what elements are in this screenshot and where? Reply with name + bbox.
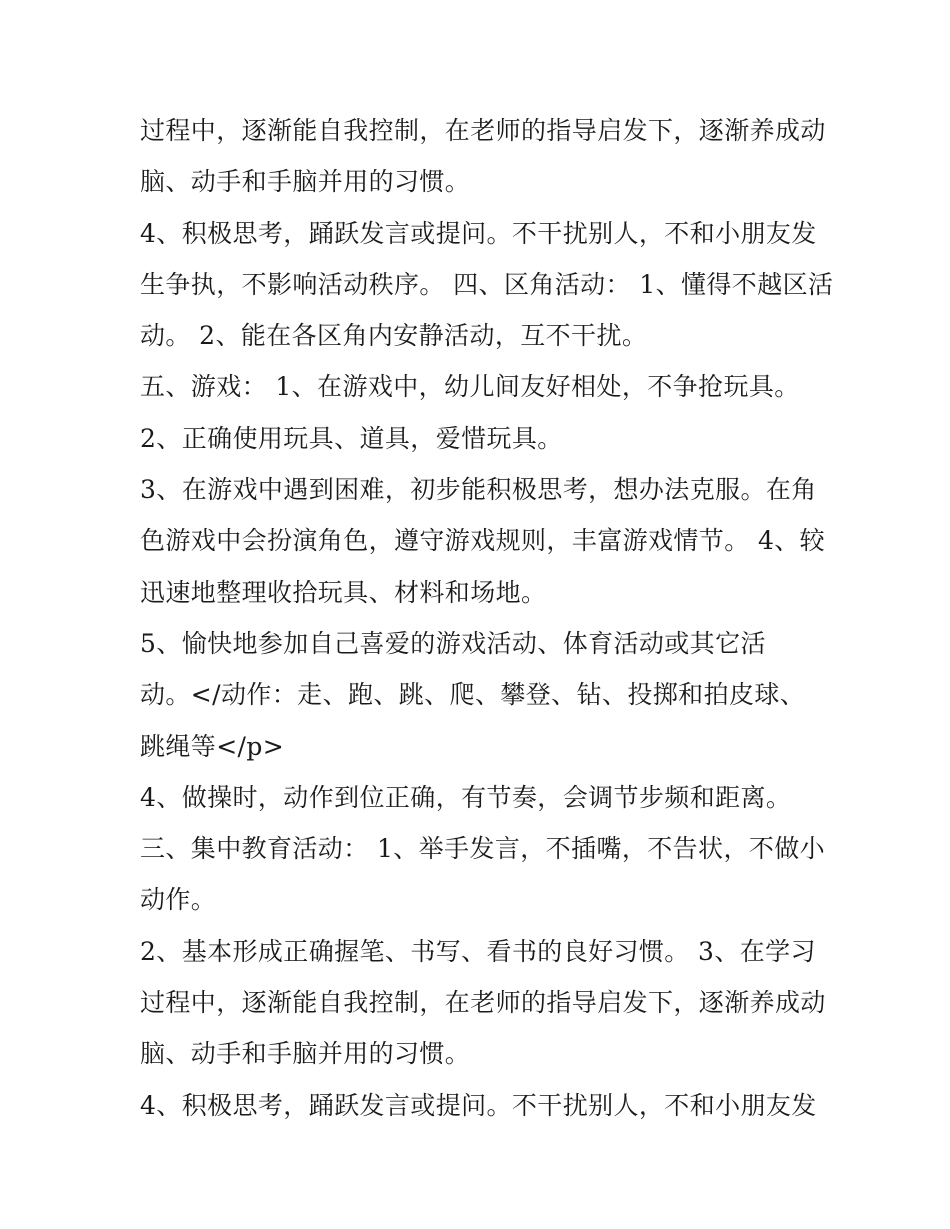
text-line: 脑、动手和手脑并用的习惯。 bbox=[140, 1039, 471, 1069]
text-line: 三、集中教育活动： 1、举手发言，不插嘴，不告状，不做小 bbox=[140, 834, 826, 864]
text-line: 过程中，逐渐能自我控制，在老师的指导启发下，逐渐养成动 bbox=[140, 116, 826, 145]
text-line: 2、基本形成正确握笔、书写、看书的良好习惯。 3、在学习 bbox=[140, 936, 816, 966]
text-line: 3、在游戏中遇到困难，初步能积极思考，想办法克服。在角 bbox=[140, 475, 817, 505]
text-line: 生争执，不影响活动秩序。 四、区角活动： 1、懂得不越区活 bbox=[140, 269, 834, 299]
text-line: 动。</动作：走、跑、跳、爬、攀登、钻、投掷和拍皮球、 bbox=[140, 680, 806, 710]
text-line: 脑、动手和手脑并用的习惯。 bbox=[140, 167, 471, 197]
text-line: 4、积极思考，踊跃发言或提问。不干扰别人，不和小朋友发 bbox=[140, 218, 817, 248]
text-line: 色游戏中会扮演角色，遵守游戏规则，丰富游戏情节。 4、较 bbox=[140, 526, 826, 556]
text-line: 跳绳等</p> bbox=[140, 731, 285, 761]
text-line: 2、正确使用玩具、道具，爱惜玩具。 bbox=[140, 423, 563, 453]
text-line: 动。 2、能在各区角内安静活动，互不干扰。 bbox=[140, 321, 648, 351]
text-line: 4、积极思考，踊跃发言或提问。不干扰别人，不和小朋友发 bbox=[140, 1090, 817, 1120]
text-line: 五、游戏： 1、在游戏中，幼儿间友好相处，不争抢玩具。 bbox=[140, 372, 800, 402]
text-line: 动作。 bbox=[140, 885, 217, 915]
text-line: 迅速地整理收拾玩具、材料和场地。 bbox=[140, 577, 547, 607]
document-body bbox=[140, 105, 834, 1131]
text-line: 4、做操时，动作到位正确，有节奏，会调节步频和距离。 bbox=[140, 782, 792, 812]
text-line: 5、愉快地参加自己喜爱的游戏活动、体育活动或其它活 bbox=[140, 628, 766, 658]
text-line: 过程中，逐渐能自我控制，在老师的指导启发下，逐渐养成动 bbox=[140, 988, 826, 1018]
